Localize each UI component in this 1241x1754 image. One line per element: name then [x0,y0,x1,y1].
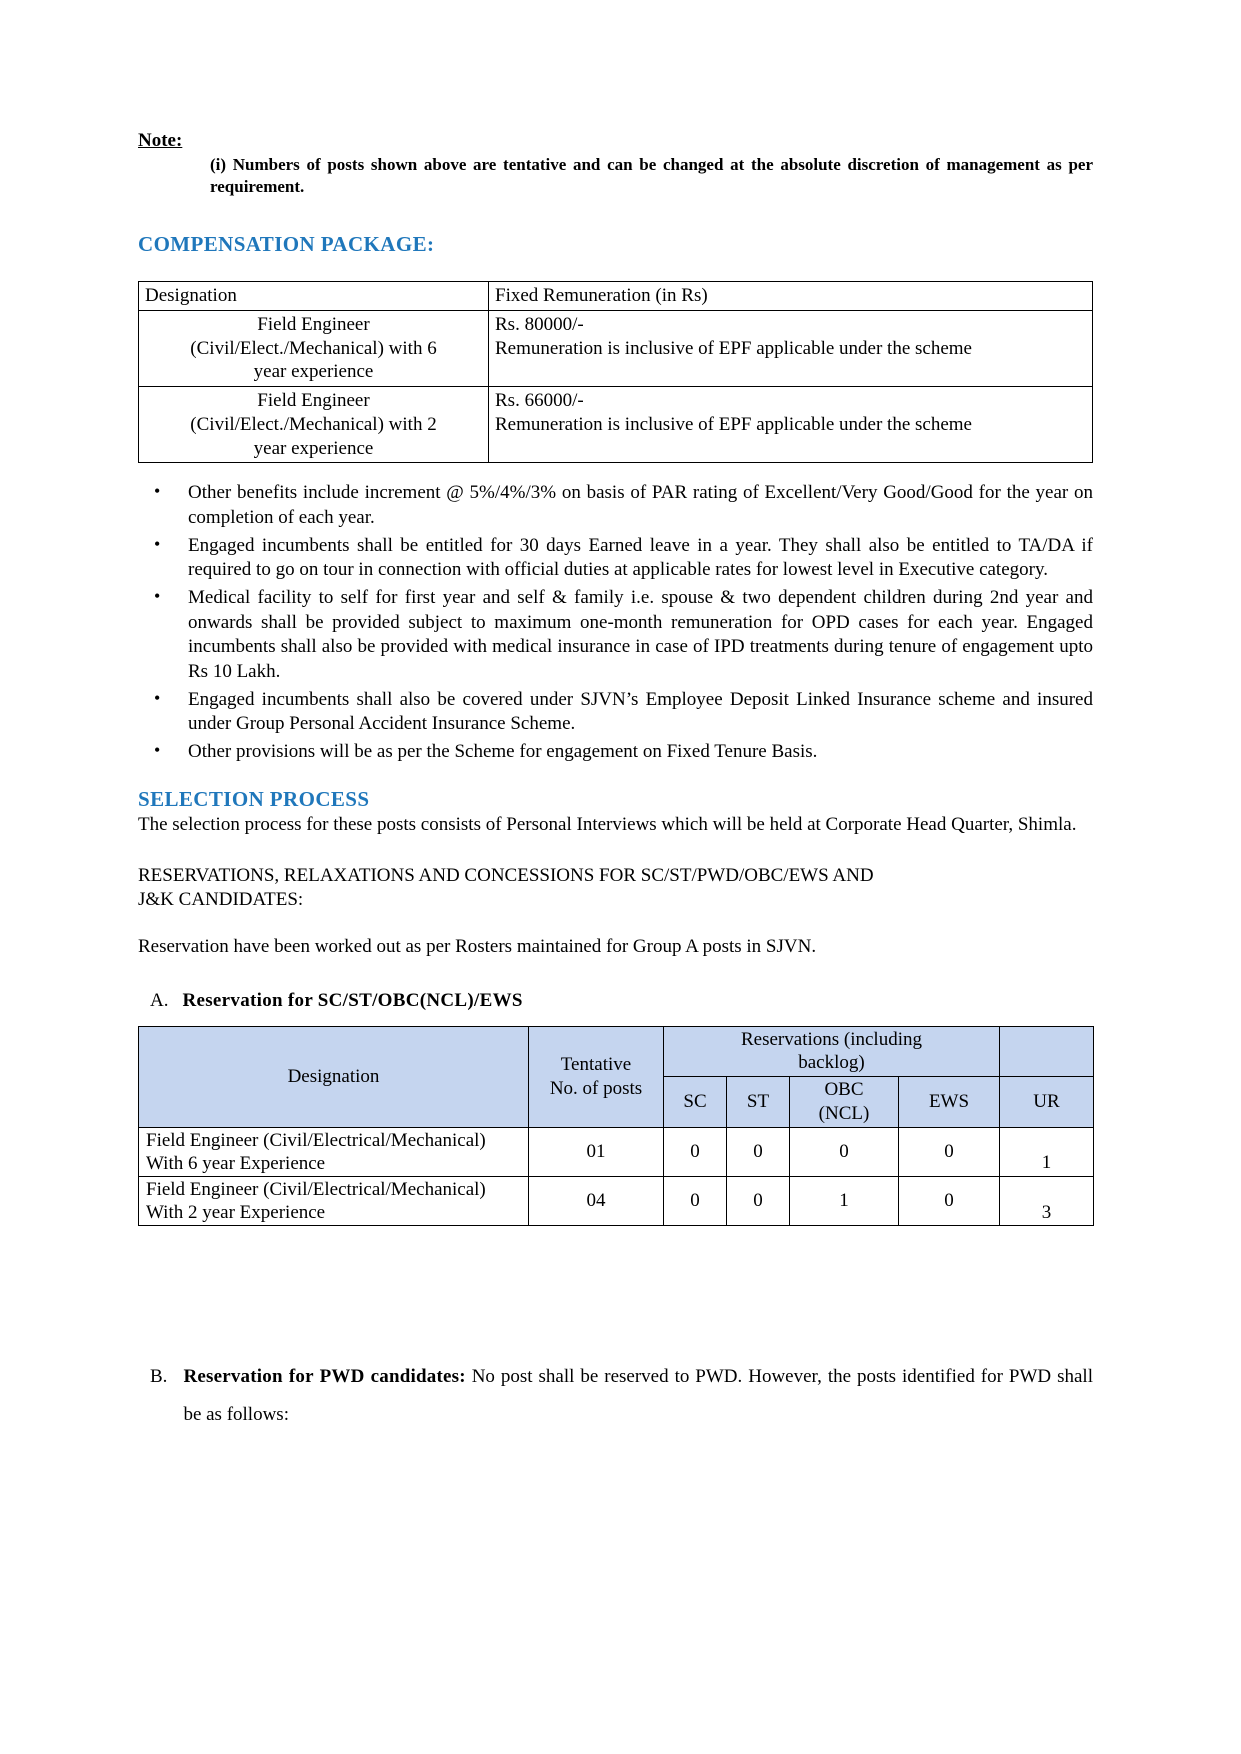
section-a-title: Reservation for SC/ST/OBC(NCL)/EWS [182,989,523,1011]
table-row [139,310,1093,386]
header-tentative-posts [529,1026,664,1127]
selection-process-heading: SELECTION PROCESS [138,786,370,811]
benefits-bullet-list [138,481,1093,765]
header-group-line2: backlog) [798,1052,865,1074]
section-b-block [150,1358,1093,1434]
cell-designation [139,1127,529,1176]
remuneration-note: Remuneration is inclusive of EPF applicable under the scheme [495,337,972,359]
header-tentative-line1: Tentative [560,1053,632,1075]
designation-line: Field Engineer [257,390,370,412]
designation-line: (Civil/Elect./Mechanical) with 6 [190,337,437,359]
section-b-body: No post shall be reserved to PWD. However, the posts identified for PWD shall be as follows: [183,1366,1093,1426]
selection-process-paragraph: The selection process for these posts consists of Personal Interviews which will be held at Corporate Head Quarter, Shimla. [138,813,1077,835]
section-b-text [183,1358,1093,1434]
cell-ur: 3 [1000,1176,1094,1225]
header-obc-line2: (NCL) [818,1102,870,1124]
designation-line: With 6 year Experience [146,1152,326,1174]
designation-line: With 2 year Experience [146,1202,326,1224]
reservation-table [138,1026,1094,1227]
cell-designation-2yr [139,387,489,463]
list-item: • Engaged incumbents shall be entitled for 30 days Earned leave in a year. They shall also be entitled to TA/DA if required to go on tour in connection with official duties at applicable rates for lowest level in Executive category. [138,534,1093,583]
header-group-line1: Reservations (including [741,1028,922,1050]
reservations-intro-line1: RESERVATIONS, RELAXATIONS AND CONCESSIONS FOR SC/ST/PWD/OBC/EWS AND [138,864,874,886]
note-label: Note: [138,130,183,151]
cell-st: 0 [727,1176,790,1225]
cell-tentative: 04 [529,1176,664,1225]
header-ur-blank [1000,1026,1094,1077]
section-b-label: Reservation for PWD candidates: [183,1366,466,1388]
designation-line: year experience [253,361,374,383]
header-fixed-remuneration: Fixed Remuneration (in Rs) [489,282,1093,311]
page-content [138,130,1093,1434]
cell-st: 0 [727,1127,790,1176]
cell-remuneration-2yr [489,387,1093,463]
table-row [139,1127,1094,1176]
table-row-header [139,282,1093,311]
cell-tentative: 01 [529,1127,664,1176]
table-row [139,387,1093,463]
remuneration-amount: Rs. 80000/- [495,313,584,335]
note-item-i: (i) Numbers of posts shown above are tentative and can be changed at the absolute discretion of management as per requirement. [210,154,1093,196]
cell-obc: 1 [790,1176,899,1225]
header-ews: EWS [899,1077,1000,1128]
cell-designation-6yr [139,310,489,386]
compensation-table [138,281,1093,463]
cell-remuneration-6yr [489,310,1093,386]
list-item: • Other benefits include increment @ 5%/4%/3% on basis of PAR rating of Excellent/Very Good/Good for the year on completion of each year. [138,481,1093,530]
reservations-intro-line2: J&K CANDIDATES: [138,889,304,911]
cell-designation [139,1176,529,1225]
table-row [139,1176,1094,1225]
cell-ews: 0 [899,1176,1000,1225]
designation-line: Field Engineer (Civil/Electrical/Mechanical) [146,1178,486,1200]
table-header-row-1 [139,1026,1094,1077]
cell-ews: 0 [899,1127,1000,1176]
cell-obc: 0 [790,1127,899,1176]
designation-line: Field Engineer [257,313,370,335]
header-designation: Designation [139,282,489,311]
roster-note: Reservation have been worked out as per Rosters maintained for Group A posts in SJVN. [138,935,817,957]
list-item: • Other provisions will be as per the Scheme for engagement on Fixed Tenure Basis. [138,740,1093,765]
header-reservations-group [664,1026,1000,1077]
remuneration-note: Remuneration is inclusive of EPF applicable under the scheme [495,413,972,435]
list-item: • Engaged incumbents shall also be covered under SJVN’s Employee Deposit Linked Insurance scheme and insured under Group Personal Accident Insurance Scheme. [138,688,1093,737]
designation-line: (Civil/Elect./Mechanical) with 2 [190,413,437,435]
list-item: • Medical facility to self for first year and self & family i.e. spouse & two dependent children during 2nd year and onwards shall be provided subject to maximum one-month remuneration for OPD cases for each year. Engaged incumbents shall also be provided with medical insurance in case of IPD treatments during tenure of engagement upto Rs 10 Lakh. [138,586,1093,685]
cell-sc: 0 [664,1176,727,1225]
header-ur: UR [1000,1077,1094,1128]
header-sc: SC [664,1077,727,1128]
note-block [138,130,1093,198]
compensation-package-heading: COMPENSATION PACKAGE: [138,232,435,257]
remuneration-amount: Rs. 66000/- [495,390,584,412]
header-obc-ncl [790,1077,899,1128]
header-obc-line1: OBC [824,1079,864,1101]
section-a-letter: A. [150,989,169,1011]
designation-line: year experience [253,437,374,459]
cell-sc: 0 [664,1127,727,1176]
cell-ur: 1 [1000,1127,1094,1176]
designation-line: Field Engineer (Civil/Electrical/Mechanical) [146,1129,486,1151]
header-tentative-line2: No. of posts [549,1077,643,1099]
header-designation: Designation [139,1026,529,1127]
section-b-letter: B. [150,1366,168,1388]
header-st: ST [727,1077,790,1128]
section-a-heading [150,990,1093,1012]
